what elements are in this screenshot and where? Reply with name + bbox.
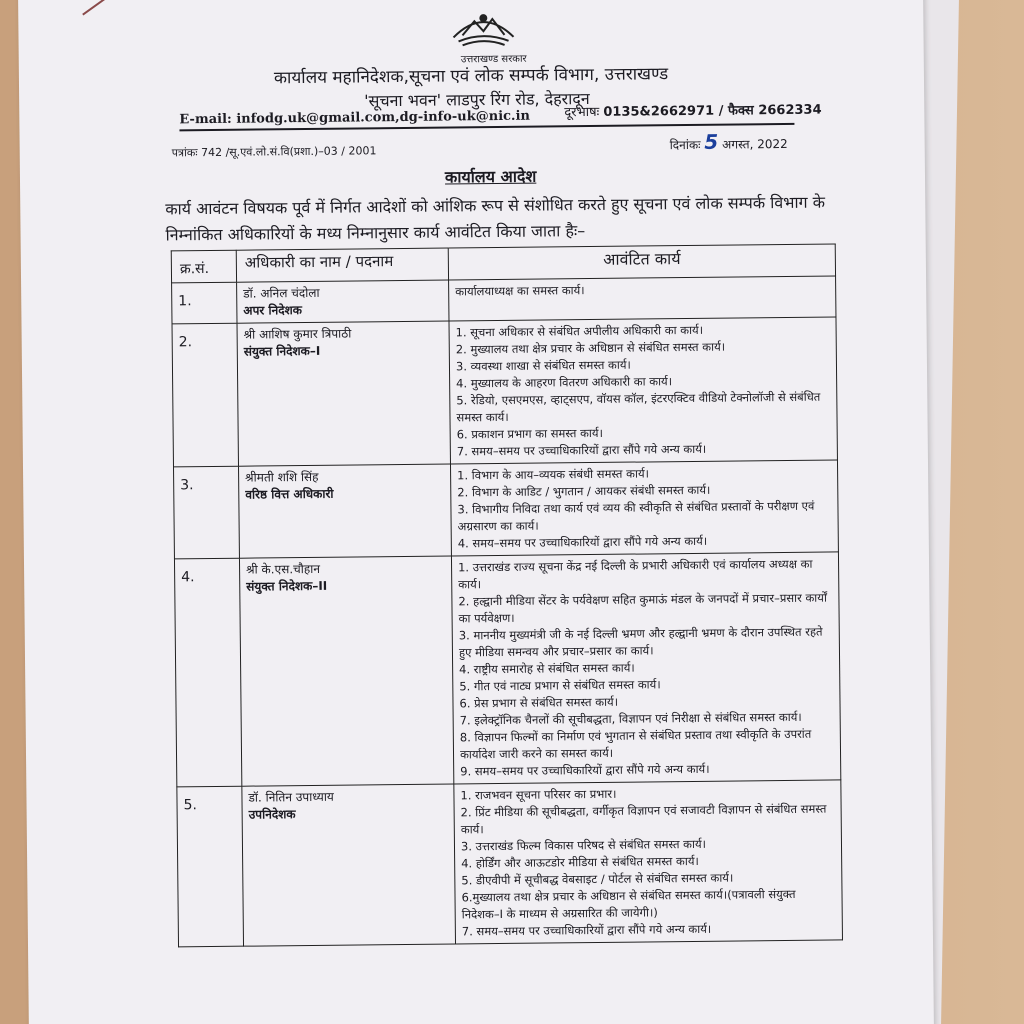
duty-item: 4. मुख्यालय के आहरण वितरण अधिकारी का कार्य।: [456, 374, 673, 391]
duties-cell: [450, 460, 838, 556]
duty-item: 1. राजभवन सूचना परिसर का प्रभार।: [460, 786, 617, 803]
duties-cell: [451, 552, 840, 784]
duty-item: 2. हल्द्वानी मीडिया सेंटर के पर्यवेक्षण सहित कुमाऊं मंडल के जनपदों में प्रचार–प्रसार कार्यों का पर्यवेक्षण।: [458, 590, 827, 626]
table-row: [174, 552, 840, 787]
officer-cell: [242, 784, 456, 946]
officer-designation: संयुक्त निदेशक–I: [243, 343, 321, 359]
officer-name: श्रीमती शशि सिंह: [245, 469, 319, 485]
phone-number: 0135&2662971 / फैक्स 2662334: [603, 102, 822, 120]
duty-item: 4. समय–समय पर उच्चाधिकारियों द्वारा सौंपे गये अन्य कार्य।: [457, 533, 708, 551]
phone-label: दूरभाषः: [564, 104, 600, 121]
duty-item: 7. समय–समय पर उच्चाधिकारियों द्वारा सौंपे गये अन्य कार्य।: [461, 921, 712, 939]
duty-item: 5. गीत एवं नाट्य प्रभाग से संबंधित समस्त कार्य।: [459, 677, 661, 694]
table-row: [174, 460, 839, 559]
serial-number: 5.: [177, 786, 244, 947]
date-line: [670, 129, 788, 154]
officer-cell: [237, 321, 450, 466]
duty-item: 3. व्यवस्था शाखा से संबंधित समस्त कार्य।: [455, 357, 631, 374]
table-row: [172, 317, 837, 467]
order-title: कार्यालय आदेश: [444, 166, 537, 187]
officer-designation: उपनिदेशक: [248, 807, 296, 822]
date-rest: अगस्त, 2022: [722, 136, 788, 152]
duties-list: [460, 783, 836, 940]
duty-item: 7. समय–समय पर उच्चाधिकारियों द्वारा सौंपे गये अन्य कार्य।: [456, 441, 707, 459]
header-duties: आवंटित कार्य: [448, 244, 835, 280]
duty-item: कार्यालयाध्यक्ष का समस्त कार्य।: [455, 283, 585, 299]
officer-name: डॉ. अनिल चंदोला: [243, 285, 320, 301]
duties-list: [457, 464, 832, 553]
serial-number: 4.: [174, 558, 241, 787]
duty-item: 8. विज्ञापन फिल्मों का निर्माण एवं भुगतान से संबंधित प्रस्ताव तथा स्वीकृति के उपरांत कार्यादेश जारी करने का समस्त कार्य।: [459, 726, 812, 762]
duty-item: 1. विभाग के आय–व्ययक संबंधी समस्त कार्य।: [457, 466, 650, 483]
officer-designation: वरिष्ठ वित्त अधिकारी: [245, 486, 334, 502]
duty-item: 1. उत्तराखंड राज्य सूचना केंद्र नई दिल्ली के प्रभारी अधिकारी एवं कार्यालय अध्यक्ष का कार्य।: [457, 556, 813, 592]
phone-line: [564, 100, 822, 121]
document-page: [18, 0, 934, 1024]
duty-item: 1. सूचना अधिकार से संबंधित अपीलीय अधिकारी का कार्य।: [455, 322, 704, 340]
duties-list: [455, 280, 829, 301]
officer-cell: [239, 556, 453, 786]
government-label: उत्तराखण्ड सरकार: [460, 53, 527, 66]
date-label: दिनांकः: [669, 137, 701, 153]
officer-name: श्री के.एस.चौहान: [246, 561, 321, 577]
duties-cell: [449, 276, 836, 321]
officer-name: श्री आशिष कुमार त्रिपाठी: [243, 326, 352, 342]
table-row: [172, 276, 836, 324]
header-serial: क्र.सं.: [171, 250, 236, 283]
date-day: 5: [704, 129, 719, 154]
table-row: [177, 780, 843, 947]
duties-cell: [454, 780, 843, 944]
duty-item: 6.मुख्यालय तथा क्षेत्र प्रचार के अधिष्ठान से संबंधित समस्त कार्य।(पत्रावली संयुक्त निदेशक–I के माध्यम से अग्रसारित की जायेगी।): [461, 886, 796, 922]
email-line: E-mail: infodg.uk@gmail.com,dg-info-uk@nic.in: [179, 108, 531, 128]
officer-designation: अपर निदेशक: [243, 303, 303, 318]
officer-cell: [238, 464, 451, 558]
duty-item: 5. डीएवीपी में सूचीबद्ध वेबसाइट / पोर्टल से संबंधित समस्त कार्य।: [461, 870, 734, 888]
duty-item: 3. माननीय मुख्यमंत्री जी के नई दिल्ली भ्रमण और हल्द्वानी भ्रमण के दौरान उपस्थित रहते हुए मीडिया समन्वय और प्रचार–प्रसार का कार्य।: [458, 624, 823, 660]
duty-item: 4. राष्ट्रीय समारोह से संबंधित समस्त कार्य।: [459, 660, 635, 677]
uttarakhand-emblem-icon: [448, 9, 518, 50]
duty-item: 6. प्रकाशन प्रभाग का समस्त कार्य।: [456, 425, 603, 442]
serial-number: 2.: [172, 323, 238, 467]
duty-item: 2. विभाग के आडिट / भुगतान / आयकर संबंधी समस्त कार्य।: [457, 482, 711, 500]
officer-name: डॉ. नितिन उपाध्याय: [248, 789, 334, 805]
pen-mark: [82, 0, 124, 15]
office-address: 'सूचना भवन' लाडपुर रिंग रोड, देहरादून: [364, 89, 590, 111]
duties-list: [456, 321, 831, 461]
duty-item: 3. उत्तराखंड फिल्म विकास परिषद से संबंधित समस्त कार्य।: [460, 836, 707, 854]
officer-cell: [237, 280, 449, 323]
duty-item: 3. विभागीय निविदा तथा कार्य एवं व्यय की स्वीकृति से संबंधित प्रस्तावों के परीक्षण एवं अग्रसारण का कार्य।: [457, 498, 815, 534]
serial-number: 3.: [174, 466, 240, 559]
duty-item: 6. प्रेस प्रभाग से संबंधित समस्त कार्य।: [459, 694, 619, 711]
duty-item: 4. होर्डिंग और आऊटडोर मीडिया से संबंधित समस्त कार्य।: [461, 853, 699, 871]
duty-item: 7. इलेक्ट्रॉनिक चैनलों की सूचीबद्धता, विज्ञापन एवं निरीक्षा से संबंधित समस्त कार्य।: [459, 709, 802, 728]
work-allocation-table: [171, 243, 843, 947]
duty-item: 2. प्रिंट मीडिया की सूचीबद्धता, वर्गीकृत विज्ञापन एवं सजावटी विज्ञापन से संबंधित समस्त कार्य।: [460, 801, 827, 837]
duties-cell: [449, 317, 837, 464]
duty-item: 9. समय–समय पर उच्चाधिकारियों द्वारा सौंपे गये अन्य कार्य।: [460, 761, 710, 779]
duties-list: [458, 556, 834, 781]
header-officer: अधिकारी का नाम / पदनाम: [236, 248, 448, 282]
duty-item: 5. रेडियो, एसएमएस, व्हाट्सएप, वॉयस कॉल, इंटरएक्टिव वीडियो टेक्नोलॉजी से संबंधित समस्त कार्य।: [456, 389, 821, 425]
letter-number: पत्रांकः 742 /सू.एवं.लो.सं.वि(प्रशा.)–03 / 2001: [171, 144, 377, 160]
duty-item: 2. मुख्यालय तथा क्षेत्र प्रचार के अधिष्ठान से संबंधित समस्त कार्य।: [455, 339, 726, 357]
office-name: कार्यालय महानिदेशक,सूचना एवं लोक सम्पर्क विभाग, उत्तराखण्ड: [273, 64, 669, 89]
serial-number: 1.: [172, 282, 237, 324]
order-intro: कार्य आवंटन विषयक पूर्व में निर्गत आदेशों को आंशिक रूप से संशोधित करते हुए सूचना एवं लोक सम्पर्क विभाग के निम्नांकित अधिकारियों के मध्य निम्नानुसार कार्य आवंटित किया जाता हैः–: [165, 192, 826, 245]
officer-designation: संयुक्त निदेशक–II: [246, 578, 328, 594]
